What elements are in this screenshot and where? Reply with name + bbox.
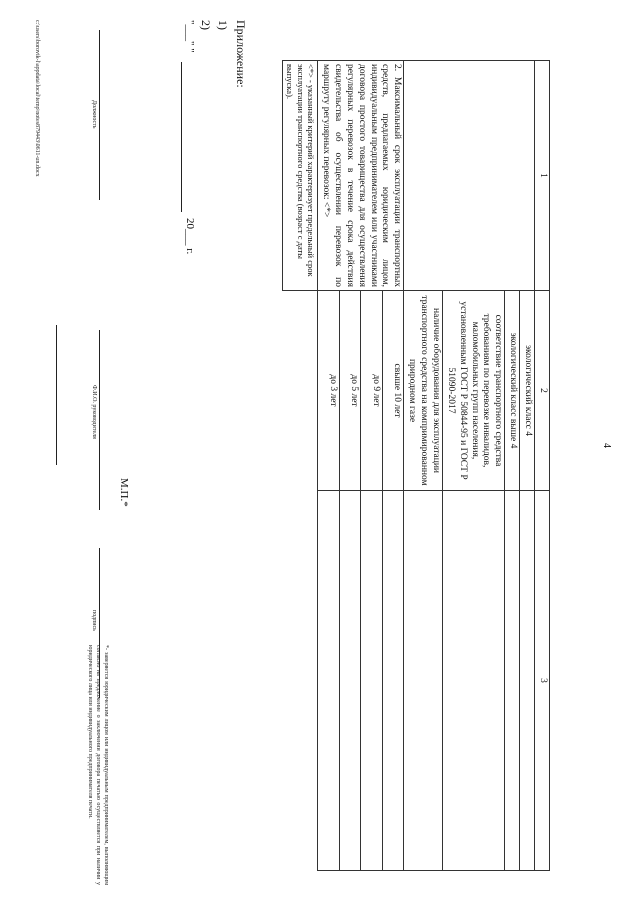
table-cell-empty bbox=[443, 491, 505, 871]
signature-line-fio bbox=[99, 330, 100, 510]
side-note: *- заверяется юридическим лицом или индивидуальным предпринимателем, выполняющим согласно на предложение о заключении договора печатью осуществляется при наличии у юридического лица или индивидуального предпринимателя печати. bbox=[86, 645, 109, 885]
table-cell: соответствие транспортного средства требованиям по перевозке инвалидов, маломобильных групп населения, установленным ГОСТ Р 50844-95 и ГОСТ Р 51090-2017 bbox=[443, 291, 505, 491]
criterion-2-cell: 2. Максимальный срок эксплуатации транспортных средств, предлагаемых юридическим лицом, индивидуальным предпринимателем или участниками договора простого товарищества для осуществления регулярных перевозок в течение срока действия свидетельства об осуществлении перевозок по маршруту регулярных перевозок: <*> bbox=[318, 61, 404, 291]
table-row bbox=[520, 61, 535, 871]
table-cell-empty bbox=[382, 491, 404, 871]
table-row bbox=[382, 61, 404, 871]
table-header-row bbox=[535, 61, 550, 871]
table-footnote: <*> - указанный критерий характеризует предельный срок эксплуатации транспортного средства (возраст с даты выпуска). bbox=[283, 61, 318, 291]
table-cell: экологический класс выше 4 bbox=[505, 291, 520, 491]
table-cell-empty bbox=[404, 491, 443, 871]
attachment-item: 1) bbox=[216, 20, 230, 30]
table-cell: до 5 лет bbox=[339, 291, 361, 491]
table-cell-empty bbox=[339, 491, 361, 871]
attachment-date-prefix: "___" " bbox=[184, 20, 196, 53]
table-cell-empty bbox=[520, 491, 535, 871]
signature-caption: подпись bbox=[91, 610, 97, 631]
fio-caption: Ф.И.О. руководителя bbox=[91, 385, 97, 439]
bottom-rule bbox=[56, 325, 57, 465]
attachment-item: 2) bbox=[199, 20, 213, 30]
table-cell: до 9 лет bbox=[361, 291, 383, 491]
date-underline bbox=[181, 62, 182, 212]
attachment-date-year: 20___ г. bbox=[184, 218, 196, 255]
criteria-table bbox=[282, 60, 550, 871]
page-number: 4 bbox=[601, 443, 612, 448]
table-cell-empty bbox=[361, 491, 383, 871]
table-cell-empty bbox=[318, 491, 340, 871]
table-header-cell: 1 bbox=[535, 61, 550, 291]
table-cell: экологический класс 4 bbox=[520, 291, 535, 491]
position-caption: Должность bbox=[91, 100, 97, 129]
table-cell: наличие оборудования для эксплуатации транспортного средства на компримированном природном газе bbox=[404, 291, 443, 491]
signature-line-position bbox=[99, 30, 100, 200]
attachment-title: Приложение: bbox=[234, 20, 248, 88]
stamp-mark: М.П.* bbox=[118, 478, 130, 507]
file-path: c:\users\borovik-l\appdata\local\temp\notes879443\0611-un.docx bbox=[34, 20, 40, 177]
table-header-cell: 3 bbox=[535, 491, 550, 871]
table-footnote-row bbox=[283, 61, 318, 871]
table-cell-empty bbox=[404, 61, 535, 291]
table-cell: до 3 лет bbox=[318, 291, 340, 491]
table-cell-empty bbox=[505, 491, 520, 871]
table-cell: свыше 10 лет bbox=[382, 291, 404, 491]
table-header-cell: 2 bbox=[535, 291, 550, 491]
